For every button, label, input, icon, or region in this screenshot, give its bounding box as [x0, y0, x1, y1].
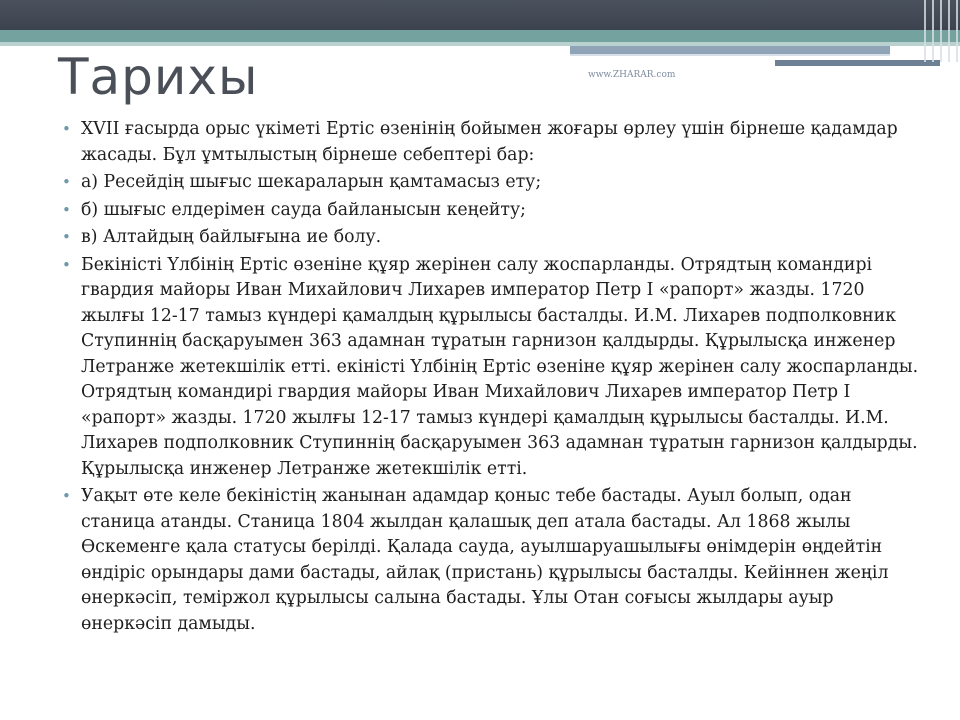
- bullet-icon: •: [62, 228, 71, 246]
- decor-strip-light: [570, 54, 890, 56]
- list-item: [62, 117, 920, 168]
- list-item-text: в) Алтайдың байлығына ие болу.: [81, 227, 382, 247]
- list-item: [62, 253, 920, 483]
- bullet-icon: •: [62, 173, 71, 191]
- list-item-text: Бекіністі Үлбінің Ертіс өзеніне құяр жерінен салу жоспарланды. Отрядтың командирі гвардия майоры Иван Михайлович Лихарев император Петр I «рапорт» жазды. 1720 жылғы 12-17 тамыз күндері қамалдың құрылысы басталды. И.М. Лихарев подполковник Ступиннің басқаруымен 363 адамнан тұратын гарнизон қалдырды. Құрылысқа инженер Летранже жетекшілік етті. екіністі Үлбінің Ертіс өзеніне құяр жерінен салу жоспарланды. Отрядтың командирі гвардия майоры Иван Михайлович Лихарев император Петр I «рапорт» жазды. 1720 жылғы 12-17 тамыз күндері қамалдың құрылысы басталды. И.М. Лихарев подполковник Ступиннің басқаруымен 363 адамнан тұратын гарнизон қалдырды. Құрылысқа инженер Летранже жетекшілік етті.: [81, 254, 919, 479]
- header-teal-band: [0, 30, 960, 42]
- list-item: [62, 225, 920, 251]
- list-item-text: Уақыт өте келе бекіністің жанынан адамдар қоныс тебе бастады. Ауыл болып, одан станица атанды. Станица 1804 жылдан қалашық деп атала бастады. Ал 1868 жылы Өскеменге қала статусы берілді. Қалада сауда, ауылшаруашылығы өнімдерін өңдейтін өндіріс орындары дами бастады, айлақ (пристань) құрылысы басталды. Кейіннен жеңіл өнеркәсіп, теміржол құрылысы салына бастады. Ұлы Отан соғысы жылдары ауыр өнеркәсіп дамыды.: [81, 486, 889, 634]
- list-item-text: а) Ресейдің шығыс шекараларын қамтамасыз ету;: [81, 172, 542, 192]
- bullet-list: [62, 117, 920, 639]
- header-dark-band: [0, 0, 960, 30]
- decor-strip-dark: [775, 60, 940, 66]
- bullet-icon: •: [62, 200, 71, 219]
- list-item: [62, 484, 920, 637]
- bullet-icon: •: [62, 120, 71, 138]
- bullet-icon: •: [62, 487, 71, 505]
- list-item-text: XVII ғасырда орыс үкіметі Ертіс өзенінің бойымен жоғары өрлеу үшін бірнеше қадамдар жасады. Бұл ұмтылыстың бірнеше себептері бар:: [81, 119, 898, 165]
- slide-title: Тарихы: [58, 48, 259, 106]
- list-item-text: б) шығыс елдерімен сауда байланысын кеңейту;: [81, 199, 526, 220]
- watermark: www.ZHARAR.com: [588, 70, 676, 80]
- bullet-icon: •: [62, 255, 71, 274]
- list-item: [62, 170, 920, 196]
- list-item: [62, 198, 920, 224]
- decor-strip: [570, 46, 890, 54]
- decor-vertical-lines: [920, 0, 960, 62]
